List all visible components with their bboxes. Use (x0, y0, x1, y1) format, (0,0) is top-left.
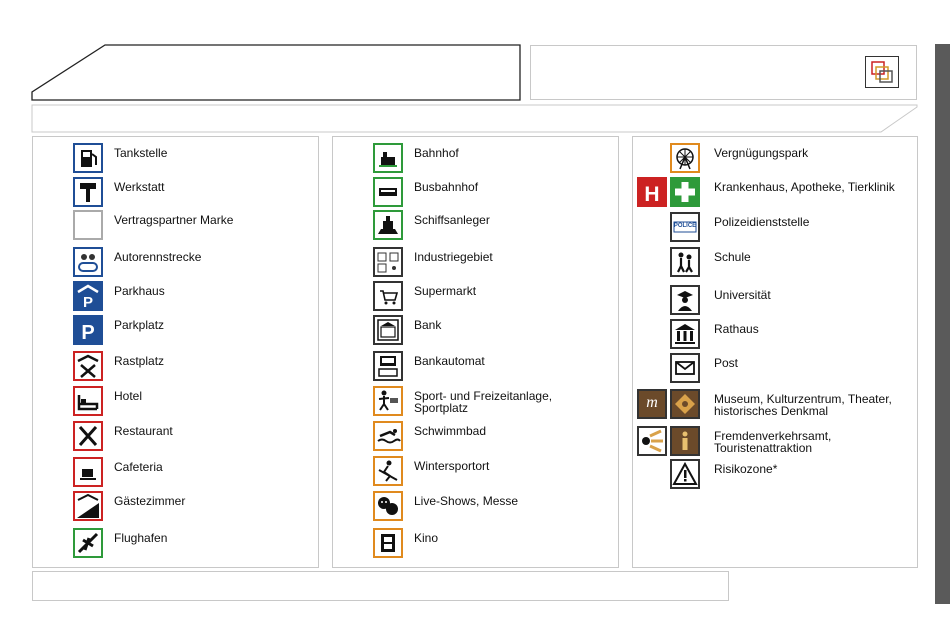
legend-label: Fremdenverkehrsamt, Touristenattraktion (714, 429, 832, 455)
restaurant-icon (73, 421, 103, 451)
legend-label: Autorennstrecke (114, 250, 202, 264)
legend-row (633, 319, 917, 353)
legend-row (33, 281, 318, 315)
legend-label: Hotel (114, 389, 143, 403)
legend-row (333, 281, 618, 315)
ferry-terminal-icon (373, 210, 403, 240)
legend-label: Bahnhof (414, 146, 459, 160)
legend-row (633, 247, 917, 281)
industrial-area-icon (373, 247, 403, 277)
atm-icon (373, 351, 403, 381)
legend-row (333, 247, 618, 281)
legend-row (633, 353, 917, 387)
ferris-wheel-icon (670, 143, 700, 173)
legend-row (633, 285, 917, 319)
rest-area-icon (73, 351, 103, 381)
parking-garage-icon (73, 281, 103, 311)
legend-row (33, 421, 318, 455)
legend-label: Gästezimmer (114, 494, 186, 508)
legend-row (33, 528, 318, 562)
legend-label: Werkstatt (114, 180, 165, 194)
airport-plane-icon (73, 528, 103, 558)
parking-icon (73, 315, 103, 345)
legend-row (333, 386, 618, 420)
legend-label: Flughafen (114, 531, 168, 545)
hotel-bed-icon (73, 386, 103, 416)
museum-icon-letter: m (646, 394, 658, 411)
legend-row (333, 456, 618, 490)
legend-label: Polizeidienststelle (714, 215, 810, 229)
swimming-pool-icon (373, 421, 403, 451)
legend-column-3 (632, 136, 918, 568)
legend-label: Bank (414, 318, 442, 332)
legend-label: Universität (714, 288, 771, 302)
legend-row (633, 426, 917, 460)
police-icon (670, 212, 700, 242)
legend-row (633, 459, 917, 493)
svg-text:P: P (82, 294, 94, 309)
legend-row (333, 177, 618, 211)
legend-label: Parkplatz (114, 318, 165, 332)
legend-label: Industriegebiet (414, 250, 493, 264)
legend-label: Restaurant (114, 424, 173, 438)
risk-zone-icon (670, 459, 700, 489)
town-hall-icon (670, 319, 700, 349)
legend-label: Wintersportort (414, 459, 490, 473)
legend-column-2 (332, 136, 619, 568)
wrench-icon (73, 177, 103, 207)
sports-facility-icon (373, 386, 403, 416)
legend-label: Busbahnhof (414, 180, 479, 194)
legend-row (633, 143, 917, 177)
fuel-pump-icon (73, 143, 103, 173)
legend-row (33, 247, 318, 281)
legend-row (33, 351, 318, 385)
legend-label: Supermarkt (414, 284, 477, 298)
police-icon-text: POLICE (673, 223, 697, 229)
legend-label: Live-Shows, Messe (414, 494, 519, 508)
legend-row (33, 491, 318, 525)
legend-row (333, 491, 618, 525)
page-edge-tab (935, 44, 950, 604)
tourist-attraction-icon (637, 426, 667, 456)
legend-row (333, 528, 618, 562)
footer-box (32, 571, 729, 601)
subheader-bar (31, 104, 921, 134)
legend-label: Post (714, 356, 739, 370)
legend-label: Schule (714, 250, 751, 264)
legend-row (33, 386, 318, 420)
cafeteria-cup-icon (73, 457, 103, 487)
legend-label: Rastplatz (114, 354, 165, 368)
svg-text:P: P (81, 322, 95, 343)
legend-label: Krankenhaus, Apotheke, Tierklinik (714, 180, 895, 194)
legend-label: Parkhaus (114, 284, 165, 298)
legend-row (633, 177, 917, 211)
brand-partner-icon (73, 210, 103, 240)
museum-icon (637, 389, 667, 419)
post-envelope-icon (670, 353, 700, 383)
header-right-box (530, 45, 917, 100)
monument-icon (670, 389, 700, 419)
legend-label: Bankautomat (414, 354, 485, 368)
legend-row (333, 351, 618, 385)
legend-row (333, 315, 618, 349)
cinema-film-icon (373, 528, 403, 558)
hospital-icon (637, 177, 667, 207)
legend-row (33, 210, 318, 244)
legend-label: Rathaus (714, 322, 759, 336)
legend-row (333, 143, 618, 177)
legend-label: Cafeteria (114, 460, 163, 474)
legend-label: Schwimmbad (414, 424, 487, 438)
school-children-icon (670, 247, 700, 277)
legend-row (633, 212, 917, 246)
legend-column-1 (32, 136, 319, 568)
guest-room-icon (73, 491, 103, 521)
bank-icon (373, 315, 403, 345)
legend-label: Vergnügungspark (714, 146, 809, 160)
legend-label: Tankstelle (114, 146, 168, 160)
legend-row (333, 210, 618, 244)
legend-label: Risikozone* (714, 462, 778, 476)
legend-label: Schiffsanleger (414, 213, 490, 227)
train-station-icon (373, 143, 403, 173)
legend-row (333, 421, 618, 455)
legend-row (33, 143, 318, 177)
title-tab-shape (30, 44, 522, 102)
university-graduate-icon (670, 285, 700, 315)
race-track-icon (73, 247, 103, 277)
legend-row (633, 389, 917, 423)
theatre-masks-icon (373, 491, 403, 521)
ski-resort-icon (373, 456, 403, 486)
shopping-cart-icon (373, 281, 403, 311)
legend-label: Vertragspartner Marke (114, 213, 234, 227)
legend-label: Museum, Kulturzentrum, Theater, historisches Denkmal (714, 392, 892, 418)
legend-row (33, 457, 318, 491)
pharmacy-cross-icon (670, 177, 700, 207)
legend-row (33, 177, 318, 211)
svg-text:H: H (644, 183, 660, 205)
legend-label: Sport- und Freizeitanlage, Sportplatz (414, 389, 553, 415)
legend-row (33, 315, 318, 349)
bus-station-icon (373, 177, 403, 207)
layers-icon[interactable] (865, 56, 899, 88)
tourist-office-info-icon (670, 426, 700, 456)
legend-label: Kino (414, 531, 439, 545)
